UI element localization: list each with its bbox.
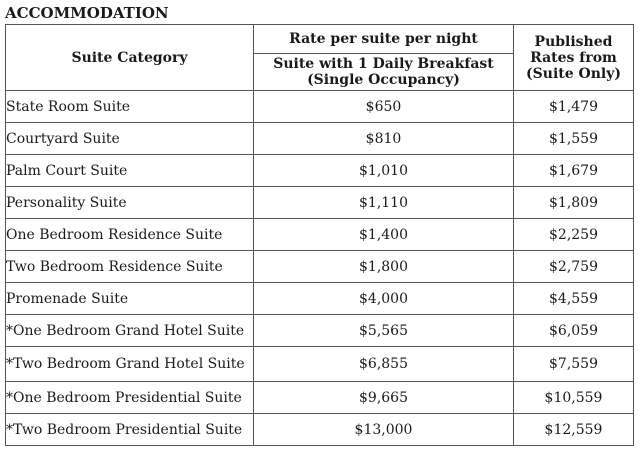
suite-rate: $4,000 [254, 283, 514, 315]
suite-name: One Bedroom Residence Suite [6, 219, 254, 251]
suite-published-rate: $1,809 [514, 187, 634, 219]
table-row [6, 315, 634, 347]
suite-rate: $6,855 [254, 347, 514, 382]
page-title: ACCOMMODATION [5, 4, 169, 22]
suite-rate: $1,400 [254, 219, 514, 251]
table-row [6, 91, 634, 123]
table-row [6, 283, 634, 315]
suite-name: Two Bedroom Residence Suite [6, 251, 254, 283]
suite-name: Courtyard Suite [6, 123, 254, 155]
suite-name: Palm Court Suite [6, 155, 254, 187]
suite-published-rate: $6,059 [514, 315, 634, 347]
suite-rate: $810 [254, 123, 514, 155]
suite-published-rate: $10,559 [514, 382, 634, 414]
suite-published-rate: $1,679 [514, 155, 634, 187]
suite-published-rate: $7,559 [514, 347, 634, 382]
table-row [6, 219, 634, 251]
suite-name: *Two Bedroom Presidential Suite [6, 414, 254, 446]
table-row [6, 123, 634, 155]
table-row [6, 155, 634, 187]
suite-name: State Room Suite [6, 91, 254, 123]
suite-rate: $9,665 [254, 382, 514, 414]
suite-published-rate: $1,559 [514, 123, 634, 155]
suite-published-rate: $2,759 [514, 251, 634, 283]
suite-rate: $5,565 [254, 315, 514, 347]
suite-name: *One Bedroom Presidential Suite [6, 382, 254, 414]
suite-name: *One Bedroom Grand Hotel Suite [6, 315, 254, 347]
header-suite-category: Suite Category [6, 25, 254, 91]
suite-rate: $650 [254, 91, 514, 123]
table-row [6, 187, 634, 219]
header-published-rates: Published Rates from (Suite Only) [514, 25, 634, 91]
suite-name: Personality Suite [6, 187, 254, 219]
suite-published-rate: $12,559 [514, 414, 634, 446]
suite-published-rate: $2,259 [514, 219, 634, 251]
suite-name: Promenade Suite [6, 283, 254, 315]
header-rate-per-night: Rate per suite per night [254, 25, 514, 54]
table-row [6, 382, 634, 414]
suite-rate: $1,800 [254, 251, 514, 283]
table-row [6, 414, 634, 446]
table-row [6, 251, 634, 283]
table-row [6, 347, 634, 382]
suite-rate: $13,000 [254, 414, 514, 446]
suite-rate: $1,010 [254, 155, 514, 187]
suite-published-rate: $4,559 [514, 283, 634, 315]
suite-name: *Two Bedroom Grand Hotel Suite [6, 347, 254, 382]
suite-published-rate: $1,479 [514, 91, 634, 123]
header-rate-with-breakfast: Suite with 1 Daily Breakfast (Single Occupancy) [254, 54, 514, 91]
accommodation-rates-table [5, 24, 634, 446]
suite-rate: $1,110 [254, 187, 514, 219]
